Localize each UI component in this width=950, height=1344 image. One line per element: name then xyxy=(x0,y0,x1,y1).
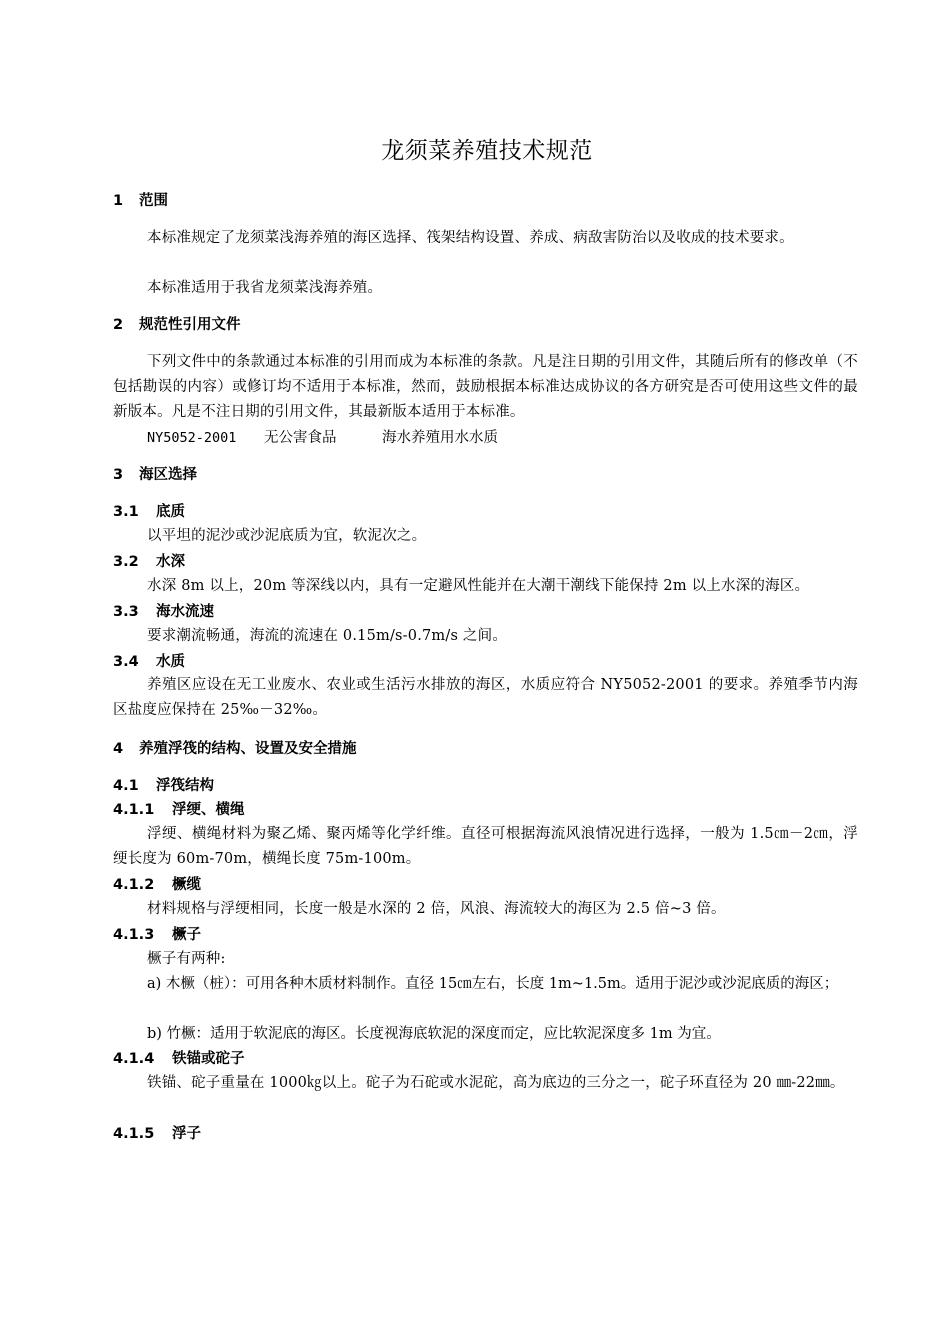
subsection-3-1-heading xyxy=(113,502,185,522)
section-title: 养殖浮筏的结构、设置及安全措施 xyxy=(139,741,357,757)
section-number: 4.1.2 xyxy=(113,877,155,893)
subsection-4-1-2-heading xyxy=(113,875,201,895)
section-title: 水深 xyxy=(156,554,185,570)
subsection-4-1-heading xyxy=(113,776,214,796)
section-4-heading xyxy=(113,739,357,759)
subsection-4-1-4-text: 铁锚、砣子重量在 1000㎏以上。砣子为石砣或水泥砣，高为底边的三分之一，砣子环直径为 20 ㎜-22㎜。 xyxy=(147,1075,845,1091)
document-title: 龙须菜养殖技术规范 xyxy=(381,138,593,164)
section-number: 4.1.5 xyxy=(113,1126,155,1142)
section-1-heading xyxy=(113,191,168,211)
section-3-heading xyxy=(113,465,197,485)
section-title: 浮筏结构 xyxy=(156,778,214,794)
section-number: 4.1.1 xyxy=(113,802,155,818)
section-title: 范围 xyxy=(139,193,168,209)
section-number: 3.1 xyxy=(113,504,139,520)
section-2-paragraph-1: 下列文件中的条款通过本标准的引用而成为本标准的条款。凡是注日期的引用文件，其随后所有的修改单（不包括勘误的内容）或修订均不适用于本标准，然而，鼓励根据本标准达成协议的各方研究是否可使用这些文件的最新版本。凡是不注日期的引用文件，其最新版本适用于本标准。 xyxy=(113,354,858,420)
section-number: 4.1.4 xyxy=(113,1051,155,1067)
section-number: 4.1 xyxy=(113,778,139,794)
subsection-4-1-1-text: 浮绠、横绳材料为聚乙烯、聚丙烯等化学纤维。直径可根据海流风浪情况进行选择，一般为 1.5㎝－2㎝，浮绠长度为 60m-70m，横绳长度 75m-100m。 xyxy=(113,826,858,867)
section-title: 铁锚或砣子 xyxy=(172,1051,245,1067)
reference-code: NY5052-2001 xyxy=(147,430,237,446)
section-title: 橛子 xyxy=(172,927,201,943)
reference-category: 无公害食品 xyxy=(264,430,337,446)
section-2-heading xyxy=(113,315,241,335)
section-title: 橛缆 xyxy=(172,877,201,893)
subsection-4-1-1-heading xyxy=(113,800,245,820)
section-number: 3.3 xyxy=(113,604,139,620)
section-number: 2 xyxy=(113,317,124,333)
subsection-4-1-2-text: 材料规格与浮绠相同，长度一般是水深的 2 倍，风浪、海流较大的海区为 2.5 倍~3 倍。 xyxy=(147,901,726,917)
list-item-a: a) 木橛（桩）：可用各种木质材料制作。直径 15㎝左右，长度 1m~1.5m。适用于泥沙或沙泥底质的海区； xyxy=(147,976,839,992)
section-title: 海水流速 xyxy=(156,604,214,620)
subsection-3-3-heading xyxy=(113,602,214,622)
normative-reference xyxy=(147,428,498,448)
section-number: 4 xyxy=(113,741,124,757)
subsection-4-1-4-heading xyxy=(113,1049,245,1069)
section-title: 规范性引用文件 xyxy=(139,317,241,333)
subsection-3-4-text: 养殖区应设在无工业废水、农业或生活污水排放的海区，水质应符合 NY5052-2001 的要求。养殖季节内海区盐度应保持在 25‰－32‰。 xyxy=(113,677,858,718)
section-title: 海区选择 xyxy=(139,467,197,483)
subsection-3-3-text: 要求潮流畅通，海流的流速在 0.15m/s-0.7m/s 之间。 xyxy=(147,628,508,644)
subsection-4-1-3-heading xyxy=(113,925,201,945)
section-1-paragraph-2: 本标准适用于我省龙须菜浅海养殖。 xyxy=(147,280,383,296)
section-title: 水质 xyxy=(156,654,185,670)
list-item-b: b) 竹橛：适用于软泥底的海区。长度视海底软泥的深度而定，应比软泥深度多 1m 为宜。 xyxy=(147,1026,721,1042)
section-number: 3.2 xyxy=(113,554,139,570)
section-title: 浮绠、横绳 xyxy=(172,802,245,818)
subsection-3-2-heading xyxy=(113,552,185,572)
section-title: 底质 xyxy=(156,504,185,520)
section-number: 4.1.3 xyxy=(113,927,155,943)
subsection-3-2-text: 水深 8m 以上，20m 等深线以内，具有一定避风性能并在大潮干潮线下能保持 2m 以上水深的海区。 xyxy=(147,578,810,594)
section-number: 1 xyxy=(113,193,124,209)
section-1-paragraph-1: 本标准规定了龙须菜浅海养殖的海区选择、筏架结构设置、养成、病敌害防治以及收成的技术要求。 xyxy=(147,230,794,246)
subsection-4-1-5-heading xyxy=(113,1124,201,1144)
reference-title: 海水养殖用水水质 xyxy=(382,430,498,446)
section-number: 3 xyxy=(113,467,124,483)
subsection-4-1-3-intro: 橛子有两种: xyxy=(147,951,226,967)
subsection-3-1-text: 以平坦的泥沙或沙泥底质为宜，软泥次之。 xyxy=(147,528,427,544)
section-number: 3.4 xyxy=(113,654,139,670)
section-title: 浮子 xyxy=(172,1126,201,1142)
subsection-3-4-heading xyxy=(113,652,185,672)
